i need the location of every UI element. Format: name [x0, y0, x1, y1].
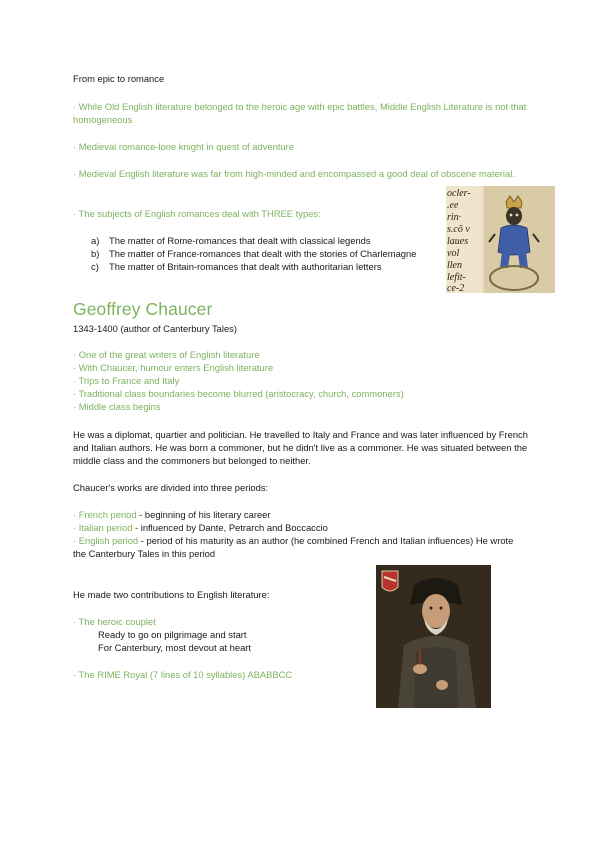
list-text: The matter of Britain-romances that dealt with authoritarian letters [109, 261, 382, 272]
verse-line: For Canterbury, most devout at heart [98, 642, 252, 653]
fact-item: · Traditional class boundaries become blurred (aristocracy, church, commoners) [73, 388, 404, 399]
svg-text:ce-2: ce-2 [447, 283, 465, 293]
list-item [91, 234, 371, 247]
list-text: The matter of Rome-romances that dealt with classical legends [109, 235, 371, 246]
list-number: c) [91, 261, 99, 272]
list-text: The matter of France-romances that dealt with the stories of Charlemagne [109, 248, 417, 259]
manuscript-image [446, 186, 555, 293]
manuscript-illustration [446, 186, 555, 293]
list-number: b) [91, 248, 100, 259]
period-desc: - period of his maturity as an author (he combined French and Italian influences) He wrote the Canterbury Tales in this period [73, 535, 514, 559]
list-item [91, 247, 416, 260]
section-heading: From epic to romance [73, 73, 165, 84]
period-desc: - influenced by Dante, Petrarch and Boccaccio [132, 522, 328, 533]
chaucer-portrait [376, 565, 491, 708]
periods-intro: Chaucer's works are divided into three periods: [73, 482, 269, 493]
list-item [91, 260, 382, 273]
period-bullet: · [73, 509, 79, 520]
intro-bullet: · While Old English literature belonged to the heroic age with epic battles, Middle English Literature is not that homogeneous [73, 101, 527, 125]
fact-item: · Trips to France and Italy [73, 375, 180, 386]
portrait-image [376, 565, 491, 708]
intro-bullet: · Medieval romance-lone knight in quest of adventure [73, 141, 294, 152]
svg-text:vol: vol [447, 248, 460, 259]
svg-text:rin·: rin· [447, 212, 462, 223]
period-bullet: · [73, 522, 79, 533]
subtitle: 1343-1400 (author of Canterbury Tales) [73, 323, 237, 334]
period-name: English period [78, 535, 139, 546]
fact-item: · Middle class begins [73, 401, 161, 412]
intro-bullet: · Medieval English literature was far from high-minded and encompassed a good deal of obscene material. [73, 168, 515, 179]
page-title: Geoffrey Chaucer [73, 299, 213, 319]
fact-item: · With Chaucer, humour enters English literature [73, 362, 274, 373]
svg-text:s.cõ v: s.cõ v [447, 224, 470, 235]
svg-text:laues: laues [447, 236, 469, 247]
contributions-intro: He made two contributions to English literature: [73, 589, 270, 600]
period-item [73, 508, 271, 521]
svg-text:.ee: .ee [447, 200, 459, 211]
period-name: Italian period [78, 522, 133, 533]
intro-bullet: · The subjects of English romances deal with THREE types: [73, 208, 321, 219]
period-item [73, 521, 328, 534]
period-item [73, 534, 528, 560]
period-bullet: · [73, 535, 79, 546]
bio-paragraph: He was a diplomat, quartier and politician. He travelled to Italy and France and was later influenced by French and Italian authors. He was born a commoner, but he didn't live as a commoner. He was situated between the middle class and the commoners but belonged to neither. [73, 429, 528, 466]
svg-text:lefit-: lefit- [447, 272, 466, 283]
fact-item: · One of the great writers of English literature [73, 349, 260, 360]
contribution-item: · The heroic couplet [73, 616, 156, 627]
svg-text:llen: llen [447, 260, 462, 271]
period-desc: - beginning of his literary career [136, 509, 271, 520]
list-number: a) [91, 235, 100, 246]
contribution-item: · The RIME Royal (7 lines of 10 syllables) ABABBCC [73, 669, 293, 680]
svg-text:ocler-: ocler- [447, 188, 471, 199]
period-name: French period [78, 509, 137, 520]
verse-line: Ready to go on pilgrimage and start [98, 629, 247, 640]
